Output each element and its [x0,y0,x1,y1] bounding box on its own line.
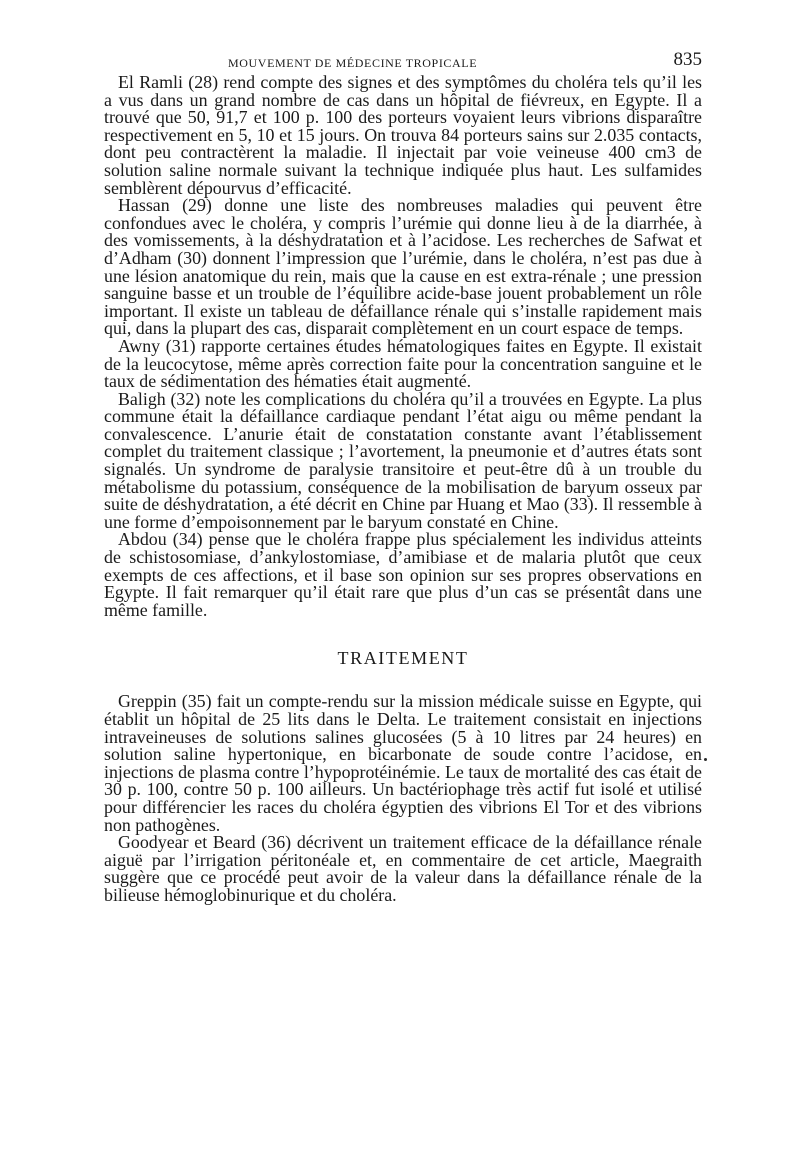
margin-speck [704,758,707,761]
body-text-after [104,693,702,904]
journal-page [104,48,702,905]
paragraph-goodyear-beard: Goodyear et Beard (36) décrivent un traitement efficace de la défaillance rénale aiguë par l’irrigation péritonéale et, en commentaire de cet article, Maegraith suggère que ce procédé peut avoir de la valeur dans la défaillance rénale de la bilieuse hémoglobinurique et du choléra. [104,832,702,905]
paragraph-hassan: Hassan (29) donne une liste des nombreuses maladies qui peuvent être confondues avec le choléra, y compris l’urémie qui donne lieu à de la diarrhée, à des vomissements, à la déshydratation et à l’acidose. Les recherches de Safwat et d’Adham (30) donnent l’impression que l’urémie, dans le choléra, n’est pas due à une lésion anatomique du rein, mais que la cause en est extra-rénale ; une pression sanguine basse et un trouble de l’équilibre acide-base jouent probablement un rôle important. Il existe un tableau de défaillance rénale qui s’installe rapidement mais qui, dans la plupart des cas, disparait complètement en un court espace de temps. [104,195,702,339]
paragraph-greppin: Greppin (35) fait un compte-rendu sur la mission médicale suisse en Egypte, qui établit un hôpital de 25 lits dans le Delta. Le traitement consistait en injections intraveineuses de solutions salines glucosées (5 à 10 litres par 24 heures) en solution saline hypertonique, en bicarbonate de soude contre l’acidose, en injections de plasma contre l’hypoprotéinémie. Le taux de mortalité des cas était de 30 p. 100, contre 50 p. 100 ailleurs. Un bactériophage très actif fut isolé et utilisé pour différencier les races du choléra égyptien des vibrions El Tor et des vibrions non pathogènes. [104,691,702,835]
body-text-before [104,74,702,619]
running-title: MOUVEMENT DE MÉDECINE TROPICALE [228,56,478,70]
section-title-traitement: TRAITEMENT [337,648,469,669]
running-head [104,48,702,74]
paragraph-baligh: Baligh (32) note les complications du choléra qu’il a trouvées en Egypte. La plus commune était la défaillance cardiaque pendant l’état aigu ou même pendant la convalescence. L’anurie était de constatation constante avant l’établissement complet du traitement classique ; l’avortement, la pneumonie et d’autres états sont signalés. Un syndrome de paralysie transitoire et peut-être dû à un trouble du métabolisme du potassium, conséquence de la mobilisation de baryum osseux par suite de déshydratation, a été décrit en Chine par Huang et Mao (33). Il ressemble à une forme d’empoisonnement par le baryum constaté en Chine. [104,388,702,532]
paragraph-awny: Awny (31) rapporte certaines études hématologiques faites en Egypte. Il existait de la leucocytose, même après correction faite pour la concentration sanguine et le taux de sédimentation des hématies était augmenté. [104,335,702,392]
page-number: 835 [673,49,702,70]
paragraph-abdou: Abdou (34) pense que le choléra frappe plus spécialement les individus atteints de schistosomiase, d’ankylostomiase, d’amibiase et de malaria plutôt que ceux exempts de ces affections, et il base son opinion sur ses propres observations en Egypte. Il fait remarquer qu’il était rare que plus d’un cas se présentât dans une même famille. [104,529,702,620]
paragraph-el-ramli: El Ramli (28) rend compte des signes et des symptômes du choléra tels qu’il les a vus dans un grand nombre de cas dans un hôpital de fiévreux, en Egypte. Il a trouvé que 50, 91,7 et 100 p. 100 des porteurs voyaient leurs vibrions disparaître respectivement en 5, 10 et 15 jours. On trouva 84 porteurs sains sur 2.035 contacts, dont peu contractèrent la maladie. Il injectait par voie veineuse 400 cm3 de solution saline normale suivant la technique indiquée plus haut. Les sulfamides semblèrent dépourvus d’efficacité. [104,72,702,198]
